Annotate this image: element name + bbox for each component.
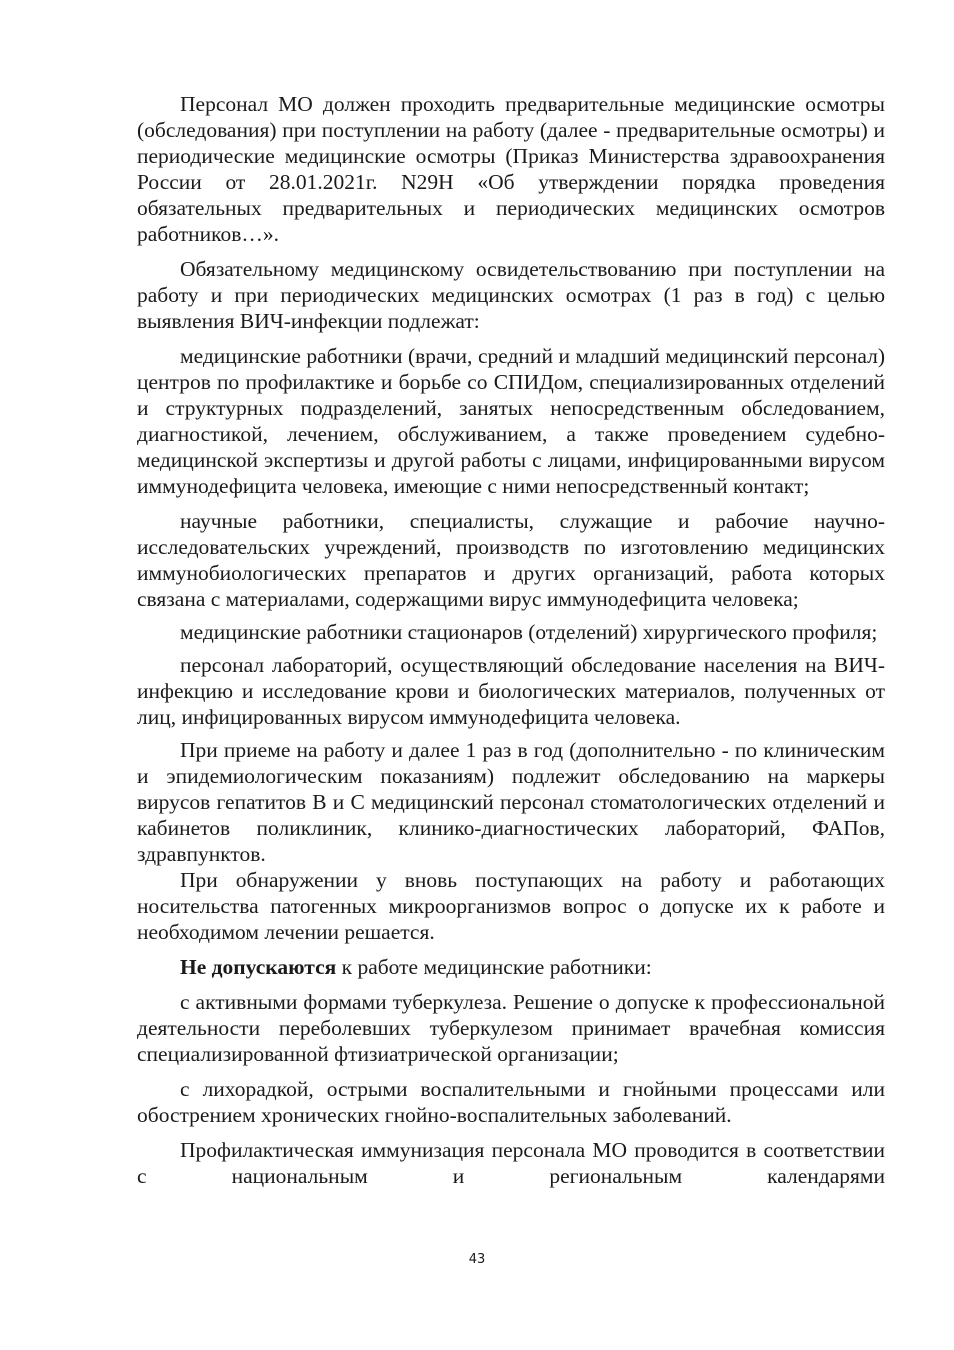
paragraph-hiv-screening: Обязательному медицинскому освидетельствованию при поступлении на работу и при периодических медицинских осмотрах (1 раз в год) с целью выявления ВИЧ-инфекции подлежат: (137, 257, 885, 333)
list-item-surgical-staff: медицинские работники стационаров (отделений) хирургического профиля; (180, 620, 878, 644)
page-body (137, 91, 885, 1189)
list-item-aids-centers-staff: медицинские работники (врачи, средний и младший медицинский персонал) центров по профилактике и борьбе со СПИДом, специализированных отделений и структурных подразделений, занятых непосредственным обследованием, диагностикой, лечением, обслуживанием, а также проведением судебно-медицинской экспертизы и другой работы с лицами, инфицированными вирусом иммунодефицита человека, имеющие с ними непосредственный контакт; (137, 344, 885, 498)
list-item-research-staff: научные работники, специалисты, служащие и рабочие научно-исследовательских учреждений, производств по изготовлению медицинских иммунобиологических препаратов и других организаций, работа которых связана с материалами, содержащими вирус иммунодефицита человека; (137, 509, 885, 611)
paragraph-hepatitis-screening: При приеме на работу и далее 1 раз в год (дополнительно - по клиническим и эпидемиологическим показаниям) подлежит обследованию на маркеры вирусов гепатитов В и С медицинский персонал стоматологических отделений и кабинетов поликлиник, клинико-диагностических лабораторий, ФАПов, здравпунктов. (137, 738, 885, 866)
paragraph-medical-exams: Персонал МО должен проходить предварительные медицинские осмотры (обследования) при поступлении на работу (далее - предварительные осмотры) и периодические медицинские осмотры (Приказ Министерства здравоохранения России от 28.01.2021г. N29Н «Об утверждении порядка проведения обязательных предварительных и периодических медицинских осмотров работников…». (137, 92, 885, 246)
paragraph-not-admitted (137, 954, 885, 980)
list-item-laboratory-staff: персонал лабораторий, осуществляющий обследование населения на ВИЧ-инфекцию и исследование крови и биологических материалов, полученных от лиц, инфицированных вирусом иммунодефицита человека. (137, 653, 885, 729)
list-item-fever-inflammation: с лихорадкой, острыми воспалительными и гнойными процессами или обострением хронических гнойно-воспалительных заболеваний. (137, 1077, 885, 1127)
list-item-tuberculosis: с активными формами туберкулеза. Решение о допуске к профессиональной деятельности переболевших туберкулезом принимает врачебная комиссия специализированной фтизиатрической организации; (137, 990, 885, 1066)
page-number: 43 (468, 1252, 486, 1267)
not-admitted-text: к работе медицинские работники: (336, 955, 652, 979)
paragraph-pathogen-carriers: При обнаружении у вновь поступающих на работу и работающих носительства патогенных микроорганизмов вопрос о допуске их к работе и необходимом лечении решается. (137, 868, 885, 944)
not-admitted-heading: Не допускаются (180, 955, 337, 979)
paragraph-immunization: Профилактическая иммунизация персонала МО проводится в соответствии с национальным и региональным календарями (137, 1138, 885, 1188)
